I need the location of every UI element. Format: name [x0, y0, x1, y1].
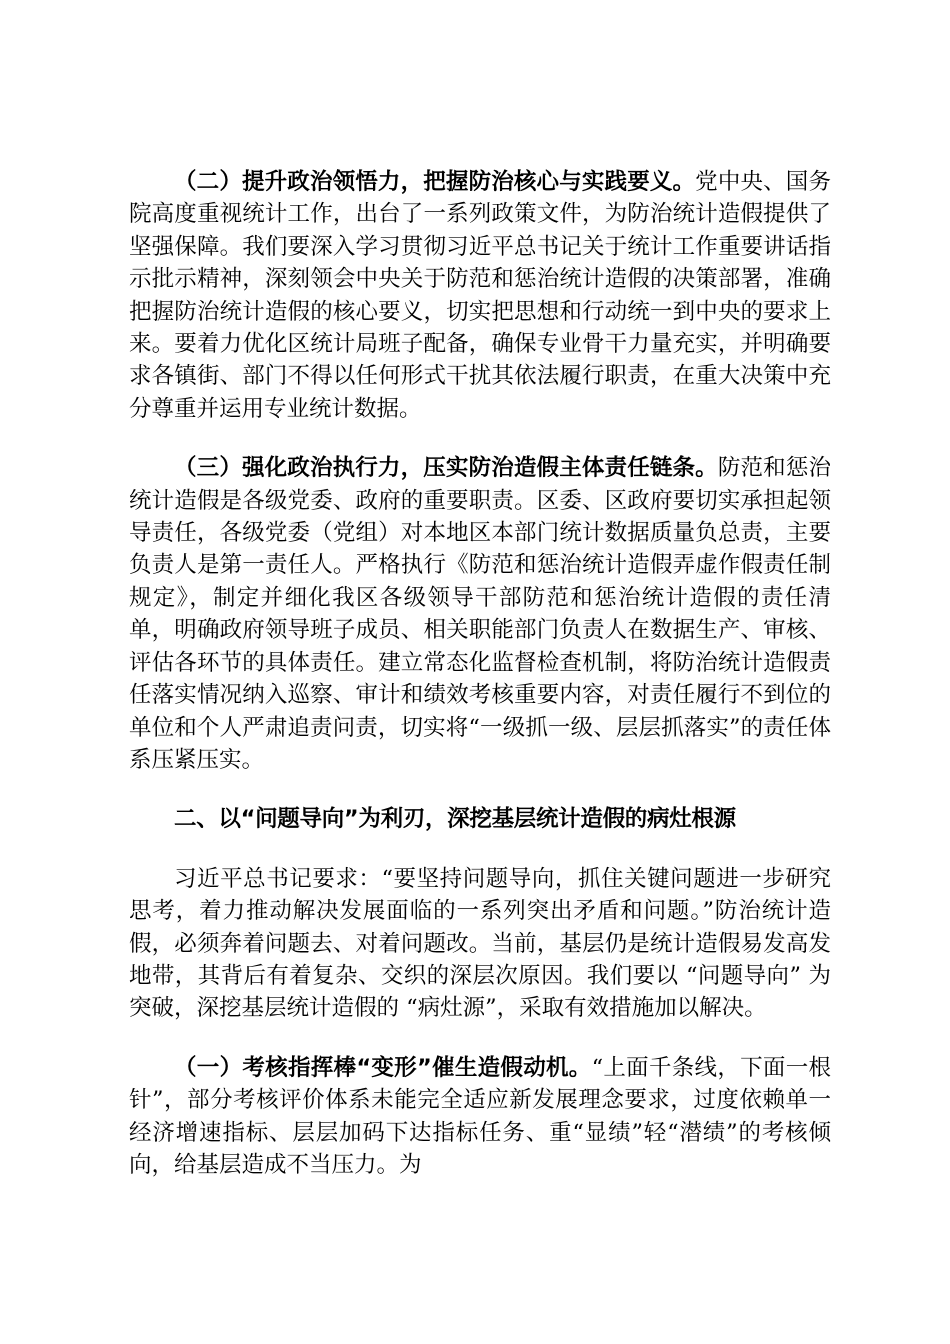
paragraph-political-execution [129, 452, 831, 776]
paragraph-text: 党中央、国务院高度重视统计工作，出台了一系列政策文件，为防治统计造假提供了坚强保障。我们要深入学习贯彻习近平总书记关于统计工作重要讲话指示批示精神，深刻领会中央关于防范和惩治统计造假的决策部署，准确把握防治统计造假的核心要义，切实把思想和行动统一到中央的要求上来。要着力优化区统计局班子配备，确保专业骨干力量充实，并明确要求各镇街、部门不得以任何形式干扰其依法履行职责，在重大决策中充分尊重并运用专业统计数据。 [129, 169, 831, 422]
paragraph-lead: （三）强化政治执行力，压实防治造假主体责任链条。 [174, 455, 718, 482]
paragraph-lead: （一）考核指挥棒“变形”催生造假动机。 [174, 1054, 592, 1081]
paragraph-text: “上面千条线，下面一根针”，部分考核评价体系未能完全适应新发展理念要求，过度依赖单一经济增速指标、层层加码下达指标任务、重“显绩”轻“潜绩”的考核倾向，给基层造成不当压力。为 [129, 1054, 831, 1178]
paragraph-political-understanding [129, 166, 831, 425]
section-intro-paragraph: 习近平总书记要求：“要坚持问题导向，抓住关键问题进一步研究思考，着力推动解决发展面临的一系列突出矛盾和问题。”防治统计造假，必须奔着问题去、对着问题改。当前，基层仍是统计造假易发高发地带，其背后有着复杂、交织的深层次原因。我们要以 “问题导向” 为突破，深挖基层统计造假的 “病灶源”，采取有效措施加以解决。 [129, 865, 831, 1022]
paragraph-assessment-baton [129, 1052, 831, 1182]
paragraph-text: 防范和惩治统计造假是各级党委、政府的重要职责。区委、区政府要切实承担起领导责任，各级党委（党组）对本地区本部门统计数据质量负总责，主要负责人是第一责任人。严格执行《防范和惩治统计造假弄虚作假责任制规定》，制定并细化我区各级领导干部防范和惩治统计造假的责任清单，明确政府领导班子成员、相关职能部门负责人在数据生产、审核、评估各环节的具体责任。建立常态化监督检查机制，将防治统计造假责任落实情况纳入巡察、审计和绩效考核重要内容，对责任履行不到位的单位和个人严肃追责问责，切实将“一级抓一级、层层抓落实”的责任体系压紧压实。 [129, 455, 831, 773]
paragraph-lead: （二）提升政治领悟力，把握防治核心与实践要义。 [174, 169, 696, 195]
section-heading: 二、以“问题导向”为利刃，深挖基层统计造假的病灶根源 [174, 806, 736, 833]
document-body [129, 166, 831, 1181]
